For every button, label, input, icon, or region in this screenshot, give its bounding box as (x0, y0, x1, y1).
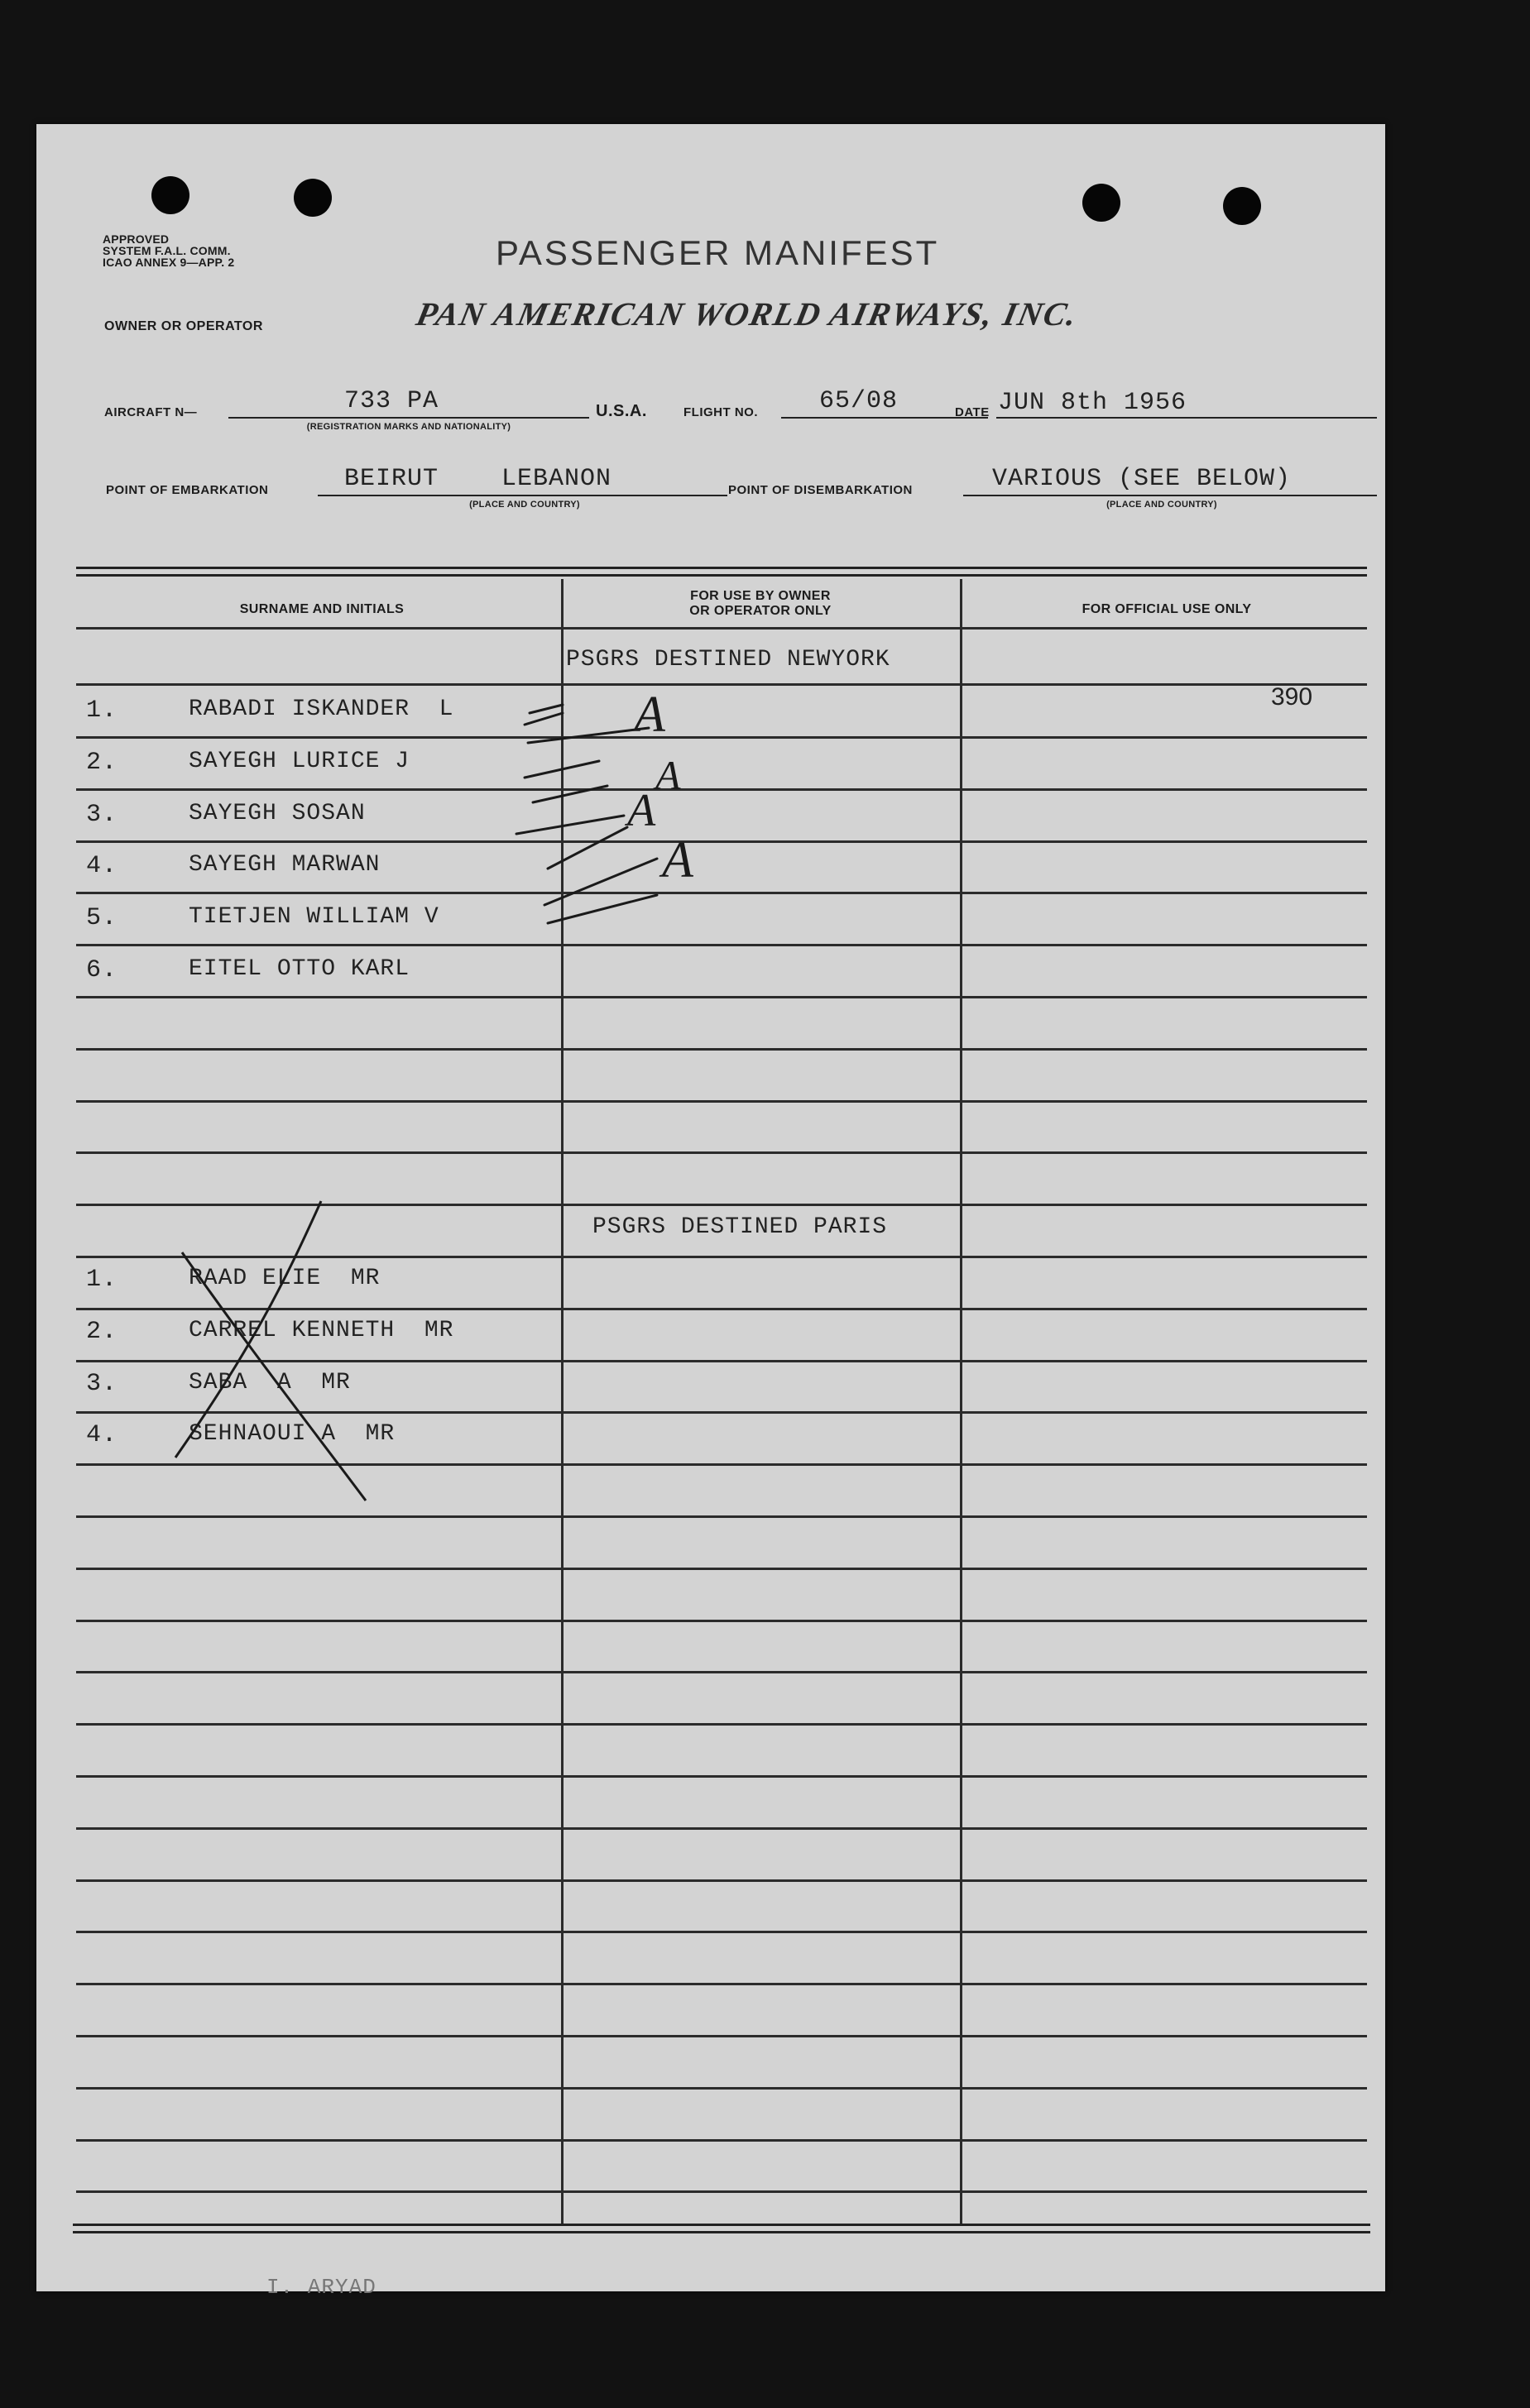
owner-label: OWNER OR OPERATOR (104, 319, 263, 333)
date-value: JUN 8th 1956 (998, 389, 1187, 417)
flight-label: FLIGHT NO. (683, 405, 758, 419)
passenger-number: 1. (86, 697, 118, 725)
col-header-surname: SURNAME AND INITIALS (239, 602, 405, 616)
tick-mark (548, 895, 657, 923)
paris-cross-out (175, 1201, 366, 1501)
passenger-name: CARREL KENNETH MR (189, 1318, 454, 1343)
passenger-number: 3. (86, 801, 118, 829)
group-heading-paris: PSGRS DESTINED PARIS (592, 1214, 888, 1240)
passenger-number: 2. (86, 749, 118, 777)
airline-name: PAN AMERICAN WORLD AIRWAYS, INC. (413, 295, 1082, 333)
date-label: DATE (955, 405, 990, 419)
passenger-name: RAAD ELIE MR (189, 1266, 381, 1291)
passenger-number: 4. (86, 1421, 118, 1449)
country-label: U.S.A. (596, 402, 647, 420)
cross-stroke (175, 1201, 321, 1458)
footer-signature: I. ARYAD (266, 2275, 377, 2300)
passenger-name: TIETJEN WILLIAM V (189, 904, 439, 930)
aircraft-label: AIRCRAFT N— (104, 405, 198, 419)
aircraft-value: 733 PA (344, 387, 439, 415)
disembarkation-caption: (PLACE AND COUNTRY) (1106, 500, 1217, 510)
embarkation-caption: (PLACE AND COUNTRY) (469, 500, 580, 510)
passenger-name: SEHNAOUI A MR (189, 1421, 396, 1447)
passenger-number: 3. (86, 1370, 118, 1398)
approval-line: ICAO ANNEX 9—APP. 2 (103, 256, 235, 269)
handwritten-mark: A (634, 687, 665, 743)
disembarkation-label: POINT OF DISEMBARKATION (728, 483, 913, 497)
disembarkation-value: VARIOUS (SEE BELOW) (992, 465, 1292, 493)
tick-mark (548, 827, 627, 869)
tick-mark (530, 705, 563, 713)
approval-line: APPROVED (103, 232, 170, 246)
official-number: 390 (1271, 683, 1313, 711)
tick-mark (544, 859, 657, 905)
passenger-number: 5. (86, 904, 118, 932)
passenger-name: SAYEGH SOSAN (189, 801, 366, 826)
handwritten-mark: A (655, 752, 681, 798)
tick-mark (533, 786, 607, 802)
passenger-number: 2. (86, 1318, 118, 1346)
cross-stroke (182, 1252, 366, 1501)
col-header-operator-line: OR OPERATOR ONLY (689, 604, 832, 618)
handwriting-overlay (36, 124, 1385, 2291)
passenger-number: 1. (86, 1266, 118, 1294)
embarkation-label: POINT OF EMBARKATION (106, 483, 269, 497)
passenger-number: 6. (86, 956, 118, 984)
approval-line: SYSTEM F.A.L. COMM. (103, 244, 231, 257)
handwritten-mark: A (627, 785, 656, 836)
tick-mark (525, 713, 563, 725)
handwritten-mark: A (662, 832, 693, 888)
passenger-name: EITEL OTTO KARL (189, 956, 410, 982)
passenger-name: RABADI ISKANDER L (189, 697, 454, 722)
manifest-sheet (36, 124, 1385, 2291)
tick-mark (525, 761, 599, 778)
passenger-name: SABA A MR (189, 1370, 351, 1395)
embarkation-value: BEIRUT LEBANON (344, 465, 612, 493)
passenger-name: SAYEGH LURICE J (189, 749, 410, 774)
col-header-operator-line: FOR USE BY OWNER (690, 589, 831, 603)
flight-value: 65/08 (819, 387, 899, 415)
tick-mark (516, 816, 624, 834)
passenger-number: 4. (86, 852, 118, 880)
group-heading-newyork: PSGRS DESTINED NEWYORK (566, 647, 890, 673)
tick-mark (528, 728, 649, 743)
aircraft-caption: (REGISTRATION MARKS AND NATIONALITY) (306, 422, 511, 432)
passenger-name: SAYEGH MARWAN (189, 852, 381, 878)
col-header-official: FOR OFFICIAL USE ONLY (1082, 602, 1252, 616)
page-title: PASSENGER MANIFEST (496, 233, 940, 272)
